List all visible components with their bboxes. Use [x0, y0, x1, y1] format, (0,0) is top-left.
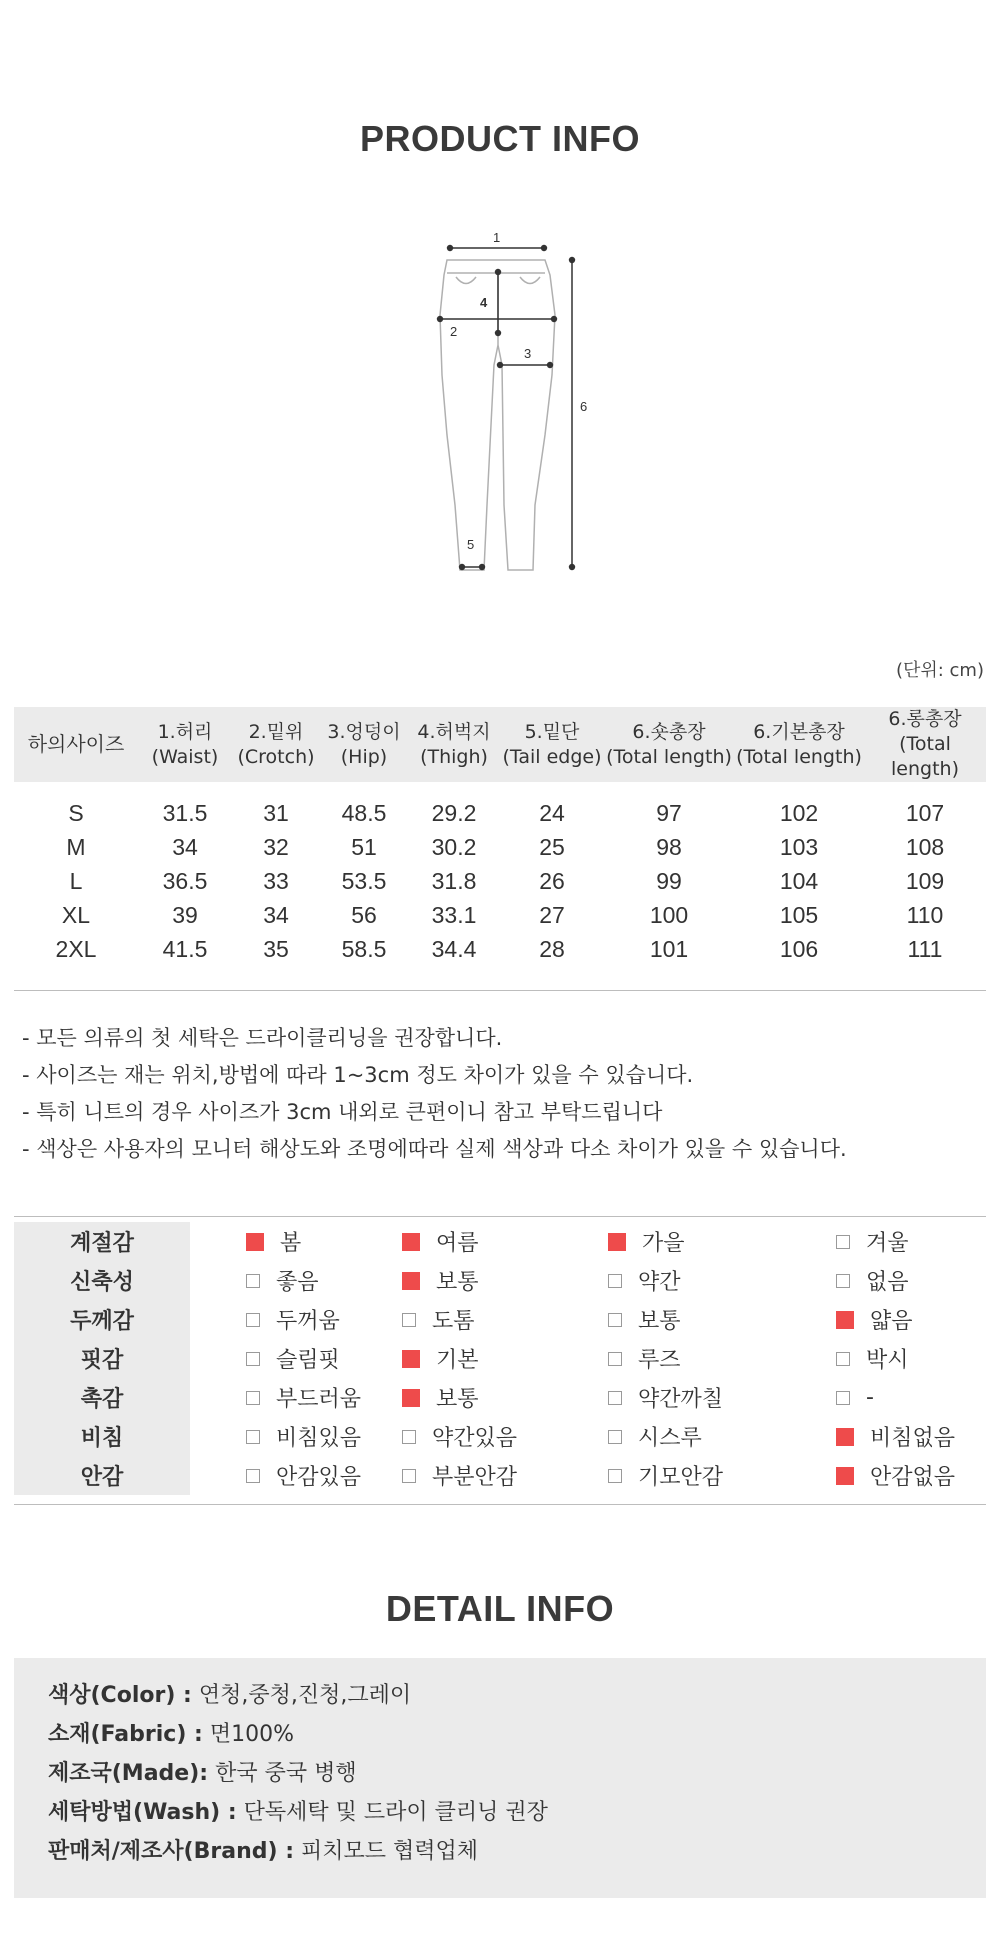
- unchecked-checkbox: [246, 1469, 260, 1483]
- unchecked-checkbox: [246, 1352, 260, 1366]
- checked-checkbox: [608, 1233, 626, 1251]
- table-cell: 48.5: [341, 799, 387, 826]
- diagram-label-1: 1: [493, 230, 501, 245]
- attribute-label: 비침: [14, 1417, 190, 1456]
- checked-checkbox: [402, 1233, 420, 1251]
- unchecked-checkbox: [836, 1235, 850, 1249]
- table-cell: 31.5: [162, 799, 208, 826]
- divider: [14, 990, 986, 991]
- attribute-option: [402, 1300, 608, 1339]
- table-cell: 35: [263, 935, 289, 962]
- table-cell: 109: [905, 867, 945, 894]
- unchecked-checkbox: [246, 1430, 260, 1444]
- option-label: 보통: [638, 1309, 681, 1334]
- table-row: [14, 932, 986, 966]
- header-thigh: 4.허벅지 (Thigh): [408, 707, 500, 782]
- table-cell: 98: [656, 833, 682, 860]
- table-cell: 32: [263, 833, 289, 860]
- option-label: 겨울: [866, 1231, 909, 1256]
- detail-row-brand: 판매처/제조사(Brand) : 피치모드 협력업체: [48, 1839, 479, 1864]
- attribute-label: 핏감: [14, 1339, 190, 1378]
- table-cell: 102: [779, 799, 819, 826]
- option-label: 비침없음: [870, 1426, 956, 1451]
- note-line: - 모든 의류의 첫 세탁은 드라이클리닝을 권장합니다.: [22, 1026, 503, 1050]
- checked-checkbox: [836, 1311, 854, 1329]
- size-table: [14, 707, 986, 966]
- table-cell: 34: [172, 833, 198, 860]
- table-cell: 25: [539, 833, 565, 860]
- unchecked-checkbox: [402, 1313, 416, 1327]
- attribute-option: [190, 1261, 402, 1300]
- attribute-row: [14, 1261, 986, 1300]
- table-row: [14, 898, 986, 932]
- table-cell: 24: [539, 799, 565, 826]
- attribute-row: [14, 1222, 986, 1261]
- size-table-header: [14, 707, 986, 782]
- header-basic-length: 6.기본총장 (Total length): [734, 707, 864, 782]
- table-cell: 103: [779, 833, 819, 860]
- attribute-option: [402, 1378, 608, 1417]
- option-label: 슬림핏: [276, 1348, 340, 1373]
- option-label: -: [866, 1385, 874, 1410]
- header-hip: 3.엉덩이 (Hip): [320, 707, 408, 782]
- header-long-length: 6.롱총장 (Total length): [864, 707, 986, 782]
- option-label: 두꺼움: [276, 1309, 340, 1334]
- checked-checkbox: [246, 1233, 264, 1251]
- option-label: 봄: [280, 1231, 302, 1256]
- option-label: 시스루: [638, 1426, 702, 1451]
- attribute-option: [190, 1300, 402, 1339]
- table-cell: 99: [656, 867, 682, 894]
- attributes-table: [14, 1222, 986, 1495]
- table-row: [14, 796, 986, 830]
- option-label: 부분안감: [432, 1465, 518, 1490]
- table-cell: 53.5: [341, 867, 387, 894]
- attribute-option: [808, 1300, 986, 1339]
- attribute-row: [14, 1339, 986, 1378]
- detail-row-fabric: 소재(Fabric) : 면100%: [48, 1722, 294, 1747]
- attribute-option: [608, 1378, 808, 1417]
- attribute-option: [808, 1417, 986, 1456]
- unchecked-checkbox: [246, 1274, 260, 1288]
- unchecked-checkbox: [246, 1391, 260, 1405]
- option-label: 도톰: [432, 1309, 475, 1334]
- table-cell: 100: [649, 901, 689, 928]
- unchecked-checkbox: [608, 1391, 622, 1405]
- unchecked-checkbox: [608, 1430, 622, 1444]
- checked-checkbox: [402, 1272, 420, 1290]
- header-crotch: 2.밑위 (Crotch): [232, 707, 320, 782]
- table-cell: 104: [779, 867, 819, 894]
- attribute-option: [402, 1261, 608, 1300]
- table-cell: 97: [656, 799, 682, 826]
- detail-info-title: DETAIL INFO: [385, 1588, 615, 1629]
- product-info-title: PRODUCT INFO: [360, 118, 640, 159]
- note-line: - 특히 니트의 경우 사이즈가 3cm 내외로 큰편이니 참고 부탁드립니다: [22, 1100, 663, 1124]
- unchecked-checkbox: [608, 1469, 622, 1483]
- attribute-option: [402, 1417, 608, 1456]
- attribute-option: [608, 1300, 808, 1339]
- option-label: 보통: [436, 1387, 479, 1412]
- unchecked-checkbox: [402, 1430, 416, 1444]
- unchecked-checkbox: [402, 1469, 416, 1483]
- attribute-label: 신축성: [14, 1261, 190, 1300]
- diagram-label-4: 4: [480, 295, 488, 310]
- unchecked-checkbox: [836, 1274, 850, 1288]
- unchecked-checkbox: [608, 1274, 622, 1288]
- option-label: 약간있음: [432, 1426, 518, 1451]
- checked-checkbox: [402, 1389, 420, 1407]
- table-cell: 108: [905, 833, 945, 860]
- table-cell: 31.8: [431, 867, 477, 894]
- option-label: 기모안감: [638, 1465, 724, 1490]
- option-label: 약간까칠: [638, 1387, 724, 1412]
- option-label: 박시: [866, 1348, 909, 1373]
- unchecked-checkbox: [608, 1352, 622, 1366]
- attribute-option: [608, 1456, 808, 1495]
- table-cell: 101: [649, 935, 689, 962]
- option-label: 얇음: [870, 1309, 913, 1334]
- unchecked-checkbox: [836, 1391, 850, 1405]
- attribute-row: [14, 1300, 986, 1339]
- table-row: [14, 830, 986, 864]
- attribute-option: [190, 1456, 402, 1495]
- diagram-label-3: 3: [524, 346, 532, 361]
- table-cell: 34: [263, 901, 289, 928]
- attribute-row: [14, 1456, 986, 1495]
- table-cell: 51: [351, 833, 377, 860]
- attribute-option: [808, 1339, 986, 1378]
- attribute-option: [808, 1456, 986, 1495]
- attribute-option: [808, 1222, 986, 1261]
- detail-row-color: 색상(Color) : 연청,중청,진청,그레이: [48, 1683, 412, 1708]
- table-cell: 26: [539, 867, 565, 894]
- note-line: - 색상은 사용자의 모니터 해상도와 조명에따라 실제 색상과 다소 차이가 있을 수 있습니다.: [22, 1137, 847, 1161]
- diagram-label-6: 6: [580, 399, 588, 414]
- option-label: 부드러움: [276, 1387, 362, 1412]
- divider: [14, 1216, 986, 1217]
- option-label: 보통: [436, 1270, 479, 1295]
- size-cell: XL: [61, 901, 91, 928]
- pants-measurement-diagram: [0, 215, 1000, 590]
- attribute-label: 안감: [14, 1456, 190, 1495]
- unchecked-checkbox: [608, 1313, 622, 1327]
- table-cell: 31: [263, 799, 289, 826]
- measurement-dots: [437, 245, 575, 570]
- size-cell: L: [69, 867, 83, 894]
- option-label: 좋음: [276, 1270, 319, 1295]
- table-cell: 33.1: [431, 901, 477, 928]
- table-cell: 110: [906, 901, 944, 928]
- attribute-option: [608, 1222, 808, 1261]
- table-cell: 27: [539, 901, 565, 928]
- detail-row-wash: 세탁방법(Wash) : 단독세탁 및 드라이 클리닝 권장: [48, 1800, 548, 1825]
- attribute-option: [402, 1456, 608, 1495]
- attribute-option: [608, 1417, 808, 1456]
- attribute-option: [190, 1339, 402, 1378]
- detail-row-made: 제조국(Made): 한국 중국 병행: [48, 1761, 357, 1786]
- option-label: 루즈: [638, 1348, 681, 1373]
- table-cell: 33: [263, 867, 289, 894]
- attribute-row: [14, 1417, 986, 1456]
- table-cell: 105: [779, 901, 819, 928]
- attribute-option: [190, 1222, 402, 1261]
- option-label: 없음: [866, 1270, 909, 1295]
- unchecked-checkbox: [836, 1352, 850, 1366]
- care-notes: [22, 1020, 847, 1168]
- attribute-option: [608, 1339, 808, 1378]
- attribute-option: [402, 1222, 608, 1261]
- table-cell: 111: [907, 935, 943, 962]
- attribute-option: [808, 1378, 986, 1417]
- unchecked-checkbox: [246, 1313, 260, 1327]
- checked-checkbox: [836, 1467, 854, 1485]
- option-label: 약간: [638, 1270, 681, 1295]
- attribute-option: [608, 1261, 808, 1300]
- attribute-label: 촉감: [14, 1378, 190, 1417]
- option-label: 여름: [436, 1231, 479, 1256]
- detail-info-box: [14, 1658, 986, 1898]
- option-label: 가을: [642, 1231, 685, 1256]
- option-label: 안감없음: [870, 1465, 956, 1490]
- header-waist: 1.허리 (Waist): [138, 707, 232, 782]
- table-cell: 56: [351, 901, 377, 928]
- table-cell: 29.2: [431, 799, 477, 826]
- table-cell: 107: [905, 799, 945, 826]
- attribute-row: [14, 1378, 986, 1417]
- checked-checkbox: [402, 1350, 420, 1368]
- diagram-label-5: 5: [467, 537, 475, 552]
- attribute-option: [402, 1339, 608, 1378]
- size-cell: S: [68, 799, 84, 826]
- header-tail-edge: 5.밑단 (Tail edge): [500, 707, 604, 782]
- table-cell: 41.5: [162, 935, 208, 962]
- table-cell: 30.2: [431, 833, 477, 860]
- attribute-option: [190, 1417, 402, 1456]
- attribute-label: 두께감: [14, 1300, 190, 1339]
- size-cell: 2XL: [55, 935, 97, 962]
- header-short-length: 6.숏총장 (Total length): [604, 707, 734, 782]
- diagram-label-2: 2: [450, 324, 458, 339]
- option-label: 비침있음: [276, 1426, 362, 1451]
- attribute-option: [808, 1261, 986, 1300]
- header-size: 하의사이즈: [14, 707, 138, 782]
- table-cell: 39: [172, 901, 198, 928]
- size-cell: M: [66, 833, 86, 860]
- table-cell: 34.4: [431, 935, 477, 962]
- attribute-option: [190, 1378, 402, 1417]
- unit-label: (단위: cm): [895, 660, 984, 681]
- note-line: - 사이즈는 재는 위치,방법에 따라 1~3cm 정도 차이가 있을 수 있습니다.: [22, 1063, 694, 1087]
- table-row: [14, 864, 986, 898]
- option-label: 기본: [436, 1348, 479, 1373]
- table-cell: 106: [779, 935, 819, 962]
- table-cell: 58.5: [341, 935, 387, 962]
- table-cell: 36.5: [162, 867, 208, 894]
- table-cell: 28: [539, 935, 565, 962]
- option-label: 안감있음: [276, 1465, 362, 1490]
- divider: [14, 1504, 986, 1505]
- checked-checkbox: [836, 1428, 854, 1446]
- attribute-label: 계절감: [14, 1222, 190, 1261]
